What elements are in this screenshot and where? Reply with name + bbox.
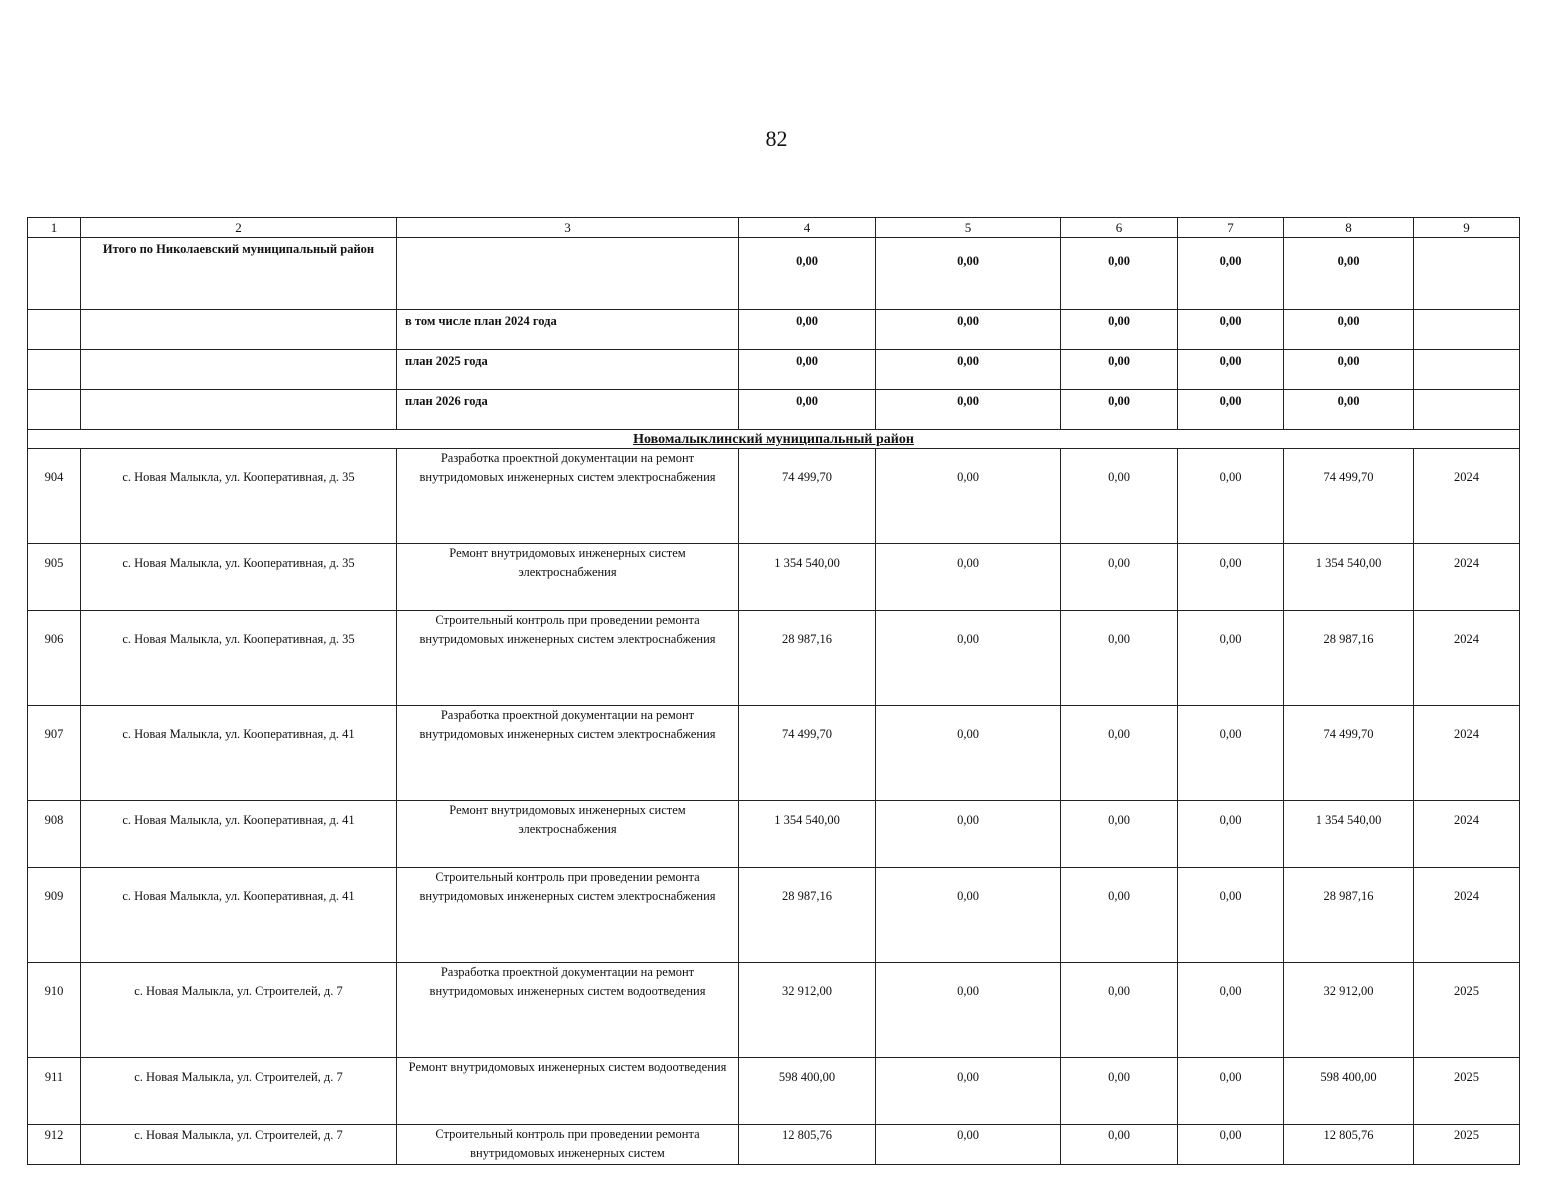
amount-cell: 28 987,16 bbox=[739, 868, 876, 963]
empty-cell bbox=[1414, 390, 1520, 430]
header-cell: 2 bbox=[81, 218, 397, 238]
empty-cell bbox=[1414, 238, 1520, 310]
table-row bbox=[28, 1058, 1520, 1125]
row-number: 909 bbox=[28, 868, 81, 963]
table-row bbox=[28, 868, 1520, 963]
address-cell: с. Новая Малыкла, ул. Кооперативная, д. 41 bbox=[81, 706, 397, 801]
header-cell: 6 bbox=[1061, 218, 1178, 238]
amount-cell: 28 987,16 bbox=[1284, 868, 1414, 963]
empty-cell bbox=[28, 350, 81, 390]
total-value: 0,00 bbox=[1061, 238, 1178, 310]
header-cell: 8 bbox=[1284, 218, 1414, 238]
year-cell: 2024 bbox=[1414, 868, 1520, 963]
amount-cell: 28 987,16 bbox=[739, 611, 876, 706]
plan-total-row bbox=[28, 390, 1520, 430]
year-cell: 2024 bbox=[1414, 801, 1520, 868]
empty-cell bbox=[81, 350, 397, 390]
work-description-cell: Разработка проектной документации на ремонт внутридомовых инженерных систем электроснабжения bbox=[397, 449, 739, 544]
address-cell: с. Новая Малыкла, ул. Строителей, д. 7 bbox=[81, 963, 397, 1058]
work-description-cell: Разработка проектной документации на ремонт внутридомовых инженерных систем водоотведения bbox=[397, 963, 739, 1058]
table-row bbox=[28, 544, 1520, 611]
row-number: 906 bbox=[28, 611, 81, 706]
amount-cell: 0,00 bbox=[876, 611, 1061, 706]
amount-cell: 12 805,76 bbox=[1284, 1125, 1414, 1165]
work-description-cell: Ремонт внутридомовых инженерных систем водоотведения bbox=[397, 1058, 739, 1125]
year-cell: 2024 bbox=[1414, 706, 1520, 801]
total-label: план 2025 года bbox=[397, 350, 739, 390]
year-cell: 2025 bbox=[1414, 1058, 1520, 1125]
row-number: 907 bbox=[28, 706, 81, 801]
year-cell: 2024 bbox=[1414, 544, 1520, 611]
amount-cell: 1 354 540,00 bbox=[1284, 544, 1414, 611]
total-value: 0,00 bbox=[1178, 350, 1284, 390]
amount-cell: 12 805,76 bbox=[739, 1125, 876, 1165]
work-description-cell: Ремонт внутридомовых инженерных систем электроснабжения bbox=[397, 801, 739, 868]
year-cell: 2025 bbox=[1414, 1125, 1520, 1165]
district-total-row bbox=[28, 238, 1520, 310]
amount-cell: 0,00 bbox=[1061, 544, 1178, 611]
header-cell: 3 bbox=[397, 218, 739, 238]
total-value: 0,00 bbox=[876, 350, 1061, 390]
total-value: 0,00 bbox=[876, 310, 1061, 350]
amount-cell: 0,00 bbox=[1061, 801, 1178, 868]
table-row bbox=[28, 801, 1520, 868]
empty-cell bbox=[1414, 310, 1520, 350]
total-value: 0,00 bbox=[1061, 310, 1178, 350]
amount-cell: 0,00 bbox=[1178, 706, 1284, 801]
amount-cell: 0,00 bbox=[876, 868, 1061, 963]
amount-cell: 1 354 540,00 bbox=[739, 544, 876, 611]
row-number: 904 bbox=[28, 449, 81, 544]
total-value: 0,00 bbox=[876, 238, 1061, 310]
amount-cell: 74 499,70 bbox=[1284, 706, 1414, 801]
table-row bbox=[28, 449, 1520, 544]
total-value: 0,00 bbox=[1061, 350, 1178, 390]
total-label: в том числе план 2024 года bbox=[397, 310, 739, 350]
total-value: 0,00 bbox=[1061, 390, 1178, 430]
amount-cell: 74 499,70 bbox=[739, 706, 876, 801]
amount-cell: 1 354 540,00 bbox=[739, 801, 876, 868]
total-value: 0,00 bbox=[739, 390, 876, 430]
row-number: 910 bbox=[28, 963, 81, 1058]
address-cell: с. Новая Малыкла, ул. Кооперативная, д. 35 bbox=[81, 611, 397, 706]
amount-cell: 0,00 bbox=[1061, 706, 1178, 801]
page-number: 82 bbox=[765, 126, 788, 151]
work-description-cell: Разработка проектной документации на ремонт внутридомовых инженерных систем электроснабжения bbox=[397, 706, 739, 801]
total-value: 0,00 bbox=[1178, 390, 1284, 430]
amount-cell: 0,00 bbox=[1061, 1058, 1178, 1125]
amount-cell: 0,00 bbox=[1061, 449, 1178, 544]
amount-cell: 0,00 bbox=[1178, 544, 1284, 611]
section-row bbox=[28, 430, 1520, 449]
row-number: 908 bbox=[28, 801, 81, 868]
amount-cell: 1 354 540,00 bbox=[1284, 801, 1414, 868]
empty-cell bbox=[28, 238, 81, 310]
table-row bbox=[28, 963, 1520, 1058]
total-value: 0,00 bbox=[876, 390, 1061, 430]
total-label bbox=[397, 238, 739, 310]
empty-cell bbox=[81, 310, 397, 350]
amount-cell: 0,00 bbox=[876, 963, 1061, 1058]
district-total-title: Итого по Николаевский муниципальный район bbox=[81, 238, 397, 310]
amount-cell: 0,00 bbox=[1178, 611, 1284, 706]
amount-cell: 598 400,00 bbox=[739, 1058, 876, 1125]
empty-cell bbox=[28, 390, 81, 430]
plan-total-row bbox=[28, 350, 1520, 390]
year-cell: 2024 bbox=[1414, 611, 1520, 706]
empty-cell bbox=[28, 310, 81, 350]
repair-program-table bbox=[27, 217, 1520, 1165]
total-value: 0,00 bbox=[1284, 390, 1414, 430]
amount-cell: 28 987,16 bbox=[1284, 611, 1414, 706]
total-label: план 2026 года bbox=[397, 390, 739, 430]
total-value: 0,00 bbox=[1284, 310, 1414, 350]
header-cell: 5 bbox=[876, 218, 1061, 238]
empty-cell bbox=[81, 390, 397, 430]
total-value: 0,00 bbox=[739, 238, 876, 310]
work-description-cell: Строительный контроль при проведении ремонта внутридомовых инженерных систем электроснабжения bbox=[397, 868, 739, 963]
amount-cell: 0,00 bbox=[876, 449, 1061, 544]
total-value: 0,00 bbox=[1178, 310, 1284, 350]
amount-cell: 32 912,00 bbox=[739, 963, 876, 1058]
work-description-cell: Строительный контроль при проведении ремонта внутридомовых инженерных систем электроснабжения bbox=[397, 611, 739, 706]
work-description-cell: Ремонт внутридомовых инженерных систем электроснабжения bbox=[397, 544, 739, 611]
total-value: 0,00 bbox=[739, 350, 876, 390]
amount-cell: 0,00 bbox=[1178, 868, 1284, 963]
address-cell: с. Новая Малыкла, ул. Кооперативная, д. 35 bbox=[81, 449, 397, 544]
amount-cell: 0,00 bbox=[1178, 801, 1284, 868]
amount-cell: 0,00 bbox=[876, 801, 1061, 868]
address-cell: с. Новая Малыкла, ул. Строителей, д. 7 bbox=[81, 1125, 397, 1165]
row-number: 911 bbox=[28, 1058, 81, 1125]
plan-total-row bbox=[28, 310, 1520, 350]
year-cell: 2024 bbox=[1414, 449, 1520, 544]
empty-cell bbox=[1414, 350, 1520, 390]
total-value: 0,00 bbox=[1284, 238, 1414, 310]
address-cell: с. Новая Малыкла, ул. Кооперативная, д. 35 bbox=[81, 544, 397, 611]
header-cell: 7 bbox=[1178, 218, 1284, 238]
row-number: 912 bbox=[28, 1125, 81, 1165]
amount-cell: 0,00 bbox=[876, 1125, 1061, 1165]
table-row bbox=[28, 611, 1520, 706]
amount-cell: 32 912,00 bbox=[1284, 963, 1414, 1058]
address-cell: с. Новая Малыкла, ул. Кооперативная, д. 41 bbox=[81, 868, 397, 963]
column-number-row bbox=[28, 218, 1520, 238]
header-cell: 1 bbox=[28, 218, 81, 238]
amount-cell: 0,00 bbox=[1061, 963, 1178, 1058]
amount-cell: 598 400,00 bbox=[1284, 1058, 1414, 1125]
amount-cell: 0,00 bbox=[1061, 1125, 1178, 1165]
amount-cell: 0,00 bbox=[1061, 611, 1178, 706]
amount-cell: 0,00 bbox=[1061, 868, 1178, 963]
amount-cell: 0,00 bbox=[1178, 1125, 1284, 1165]
address-cell: с. Новая Малыкла, ул. Кооперативная, д. 41 bbox=[81, 801, 397, 868]
total-value: 0,00 bbox=[1178, 238, 1284, 310]
amount-cell: 0,00 bbox=[1178, 963, 1284, 1058]
work-description-cell: Строительный контроль при проведении ремонта внутридомовых инженерных систем bbox=[397, 1125, 739, 1165]
address-cell: с. Новая Малыкла, ул. Строителей, д. 7 bbox=[81, 1058, 397, 1125]
amount-cell: 0,00 bbox=[1178, 449, 1284, 544]
amount-cell: 0,00 bbox=[876, 1058, 1061, 1125]
amount-cell: 74 499,70 bbox=[1284, 449, 1414, 544]
total-value: 0,00 bbox=[1284, 350, 1414, 390]
row-number: 905 bbox=[28, 544, 81, 611]
total-value: 0,00 bbox=[739, 310, 876, 350]
amount-cell: 0,00 bbox=[876, 706, 1061, 801]
amount-cell: 0,00 bbox=[1178, 1058, 1284, 1125]
amount-cell: 0,00 bbox=[876, 544, 1061, 611]
header-cell: 4 bbox=[739, 218, 876, 238]
table-row bbox=[28, 1125, 1520, 1165]
year-cell: 2025 bbox=[1414, 963, 1520, 1058]
amount-cell: 74 499,70 bbox=[739, 449, 876, 544]
section-title: Новомалыклинский муниципальный район bbox=[28, 430, 1520, 449]
header-cell: 9 bbox=[1414, 218, 1520, 238]
table-row bbox=[28, 706, 1520, 801]
